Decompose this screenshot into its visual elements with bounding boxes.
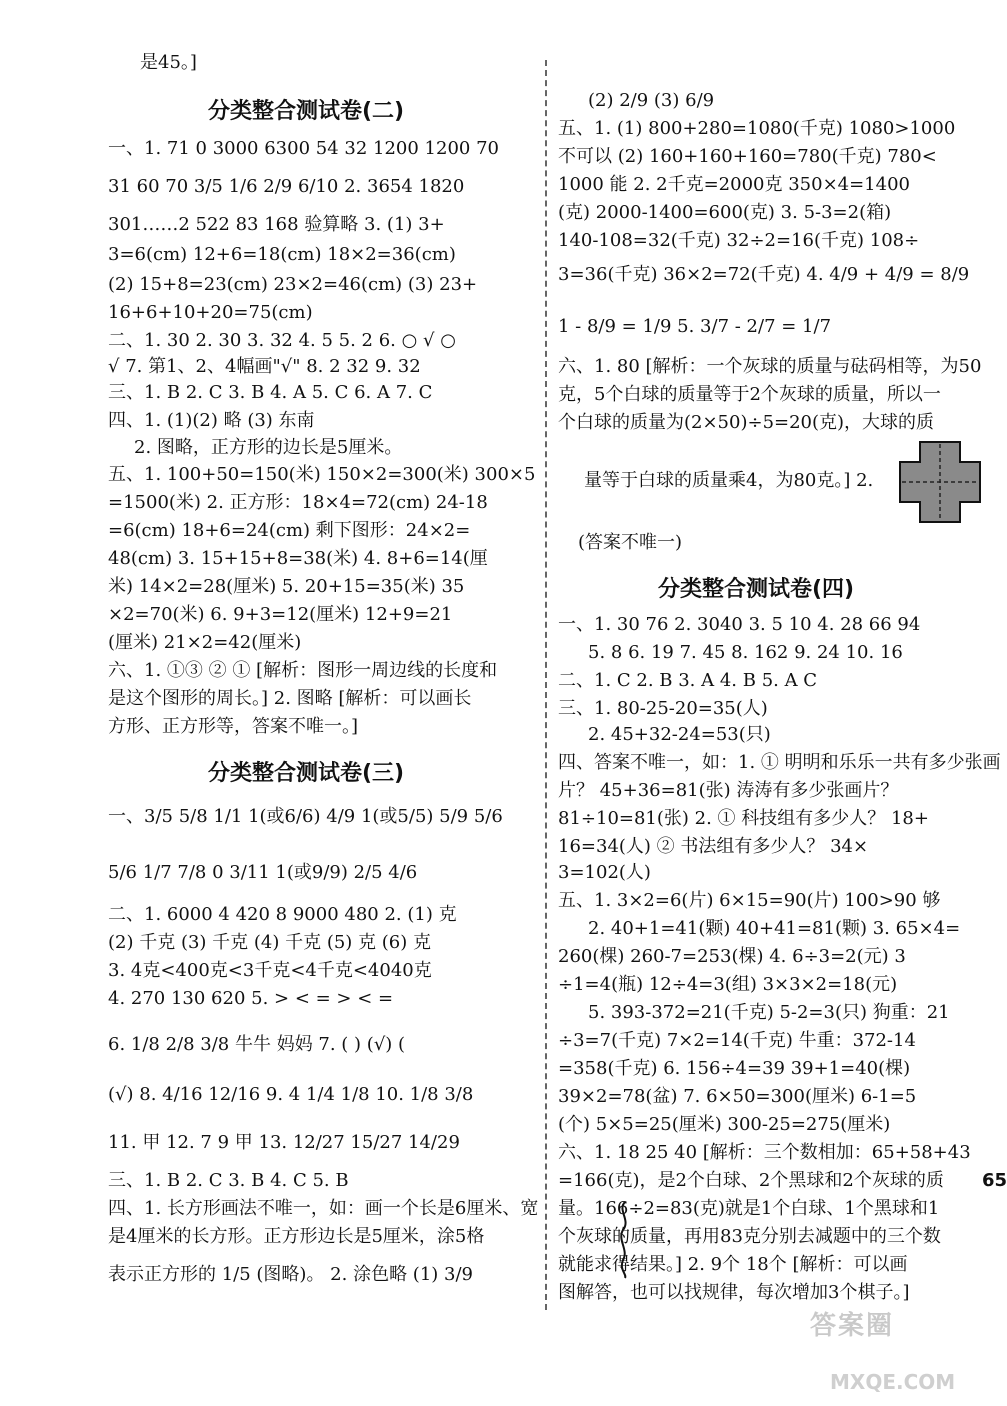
- section-title-4: 分类整合测试卷(四): [658, 577, 855, 602]
- text-line: 是4厘米的长方形。正方形边长是5厘米，涂5格: [108, 1226, 485, 1247]
- text-line: 四、答案不唯一，如：1. ① 明明和乐乐一共有多少张画: [558, 752, 1001, 773]
- text-line: 克，5个白球的质量等于2个灰球的质量，所以一: [558, 384, 941, 405]
- text-line: 方形、正方形等，答案不唯一。]: [108, 716, 359, 737]
- text-line: 个白球的质量为(2×50)÷5=20(克)，大球的质: [558, 412, 935, 433]
- text-line: =1500(米) 2. 正方形：18×4=72(cm) 24-18: [108, 492, 488, 513]
- text-line: 一、1. 71 0 3000 6300 54 32 1200 1200 70: [108, 138, 499, 159]
- text-line: 3=6(cm) 12+6=18(cm) 18×2=36(cm): [108, 244, 456, 265]
- text-line: 5. 8 6. 19 7. 45 8. 162 9. 24 10. 16: [588, 642, 903, 663]
- text-line: 五、1. (1) 800+280=1080(千克) 1080>1000: [558, 118, 956, 139]
- text-line: (√) 8. 4/16 12/16 9. 4 1/4 1/8 10. 1/8 3/8: [108, 1084, 474, 1105]
- text-line: ÷3=7(千克) 7×2=14(千克) 牛重：372-14: [558, 1030, 916, 1051]
- text-line: 片？ 45+36=81(张) 涛涛有多少张画片？: [558, 780, 899, 801]
- text-line: 米) 14×2=28(厘米) 5. 20+15=35(米) 35: [108, 576, 465, 597]
- text-line: √ 7. 第1、2、4幅画"√" 8. 2 32 9. 32: [108, 356, 421, 377]
- watermark-url: MXQE.COM: [830, 1370, 956, 1394]
- text-line: ÷1=4(瓶) 12÷4=3(组) 3×3×2=18(元): [558, 974, 898, 995]
- text-line: 301……2 522 83 168 验算略 3. (1) 3+: [108, 214, 445, 235]
- text-line: =358(千克) 6. 156÷4=39 39+1=40(棵): [558, 1058, 911, 1079]
- text-line: 16+6+10+20=75(cm): [108, 302, 313, 323]
- text-line: (2) 千克 (3) 千克 (4) 千克 (5) 克 (6) 克: [108, 932, 431, 953]
- text-line: 39×2=78(盆) 7. 6×50=300(厘米) 6-1=5: [558, 1086, 917, 1107]
- text-line: 81÷10=81(张) 2. ① 科技组有多少人？ 18+: [558, 808, 929, 829]
- text-line: 五、1. 3×2=6(片) 6×15=90(片) 100>90 够: [558, 890, 941, 911]
- text-line: =6(cm) 18+6=24(cm) 剩下图形：24×2=: [108, 520, 471, 541]
- carryover-line: 是45。]: [140, 52, 197, 73]
- cross-figure: [900, 442, 980, 522]
- text-line: 三、1. B 2. C 3. B 4. A 5. C 6. A 7. C: [108, 382, 433, 403]
- text-line: 3. 4克<400克<3千克<4千克<4040克: [108, 960, 432, 981]
- text-line: 一、3/5 5/8 1/1 1(或6/6) 4/9 1(或5/5) 5/9 5/6: [108, 806, 503, 827]
- text-line: 2. 图略，正方形的边长是5厘米。: [134, 437, 403, 458]
- text-line: ×2=70(米) 6. 9+3=12(厘米) 12+9=21: [108, 604, 453, 625]
- text-line: (克) 2000-1400=600(克) 3. 5-3=2(箱): [558, 202, 892, 223]
- text-line: 6. 1/8 2/8 3/8 牛牛 妈妈 7. ( ) (√) (: [108, 1034, 406, 1055]
- text-line: 2. 40+1=41(颗) 40+41=81(颗) 3. 65×4=: [588, 918, 961, 939]
- text-line: 二、1. 30 2. 30 3. 32 4. 5 5. 2 6. ○ √ ○: [108, 330, 456, 351]
- text-line: 四、1. (1)(2) 略 (3) 东南: [108, 410, 315, 431]
- text-line: 二、1. C 2. B 3. A 4. B 5. A C: [558, 670, 818, 691]
- pen-mark: [615, 1200, 635, 1280]
- watermark-logo: 答案圈: [810, 1311, 895, 1341]
- text-line: 11. 甲 12. 7 9 甲 13. 12/27 15/27 14/29: [108, 1132, 460, 1153]
- text-line: 48(cm) 3. 15+15+8=38(米) 4. 8+6=14(厘: [108, 548, 488, 569]
- text-line: 2. 45+32-24=53(只): [588, 724, 771, 745]
- text-line: 五、1. 100+50=150(米) 150×2=300(米) 300×5: [108, 464, 536, 485]
- text-line: 31 60 70 3/5 1/6 2/9 6/10 2. 3654 1820: [108, 176, 465, 197]
- text-line: =166(克)，是2个白球、2个黑球和2个灰球的质: [558, 1170, 944, 1191]
- text-line: 图解答，也可以找规律，每次增加3个棋子。]: [558, 1282, 910, 1303]
- text-line: 3=102(人): [558, 862, 651, 883]
- text-line: (个) 5×5=25(厘米) 300-25=275(厘米): [558, 1114, 891, 1135]
- text-line: 六、1. ①③ ② ① [解析：图形一周边线的长度和: [108, 660, 498, 681]
- page-number: 65: [982, 1170, 1007, 1191]
- text-line: 量等于白球的质量乘4，为80克。] 2.: [584, 470, 874, 491]
- text-line: 不可以 (2) 160+160+160=780(千克) 780<: [558, 146, 937, 167]
- text-line: 5. 393-372=21(千克) 5-2=3(只) 狗重：21: [588, 1002, 950, 1023]
- text-line: 5/6 1/7 7/8 0 3/11 1(或9/9) 2/5 4/6: [108, 862, 418, 883]
- text-line: 4. 270 130 620 5. > < = > < =: [108, 988, 394, 1009]
- section-title-2: 分类整合测试卷(二): [208, 99, 405, 124]
- text-line: 量。166÷2=83(克)就是1个白球、1个黑球和1: [558, 1198, 940, 1219]
- text-line: (2) 15+8=23(cm) 23×2=46(cm) (3) 23+: [108, 274, 478, 295]
- text-line: 就能求得结果。] 2. 9个 18个 [解析：可以画: [558, 1254, 908, 1275]
- text-line: 三、1. B 2. C 3. B 4. C 5. B: [108, 1170, 349, 1191]
- text-line: 16=34(人) ② 书法组有多少人？ 34×: [558, 836, 869, 857]
- text-line: (厘米) 21×2=42(厘米): [108, 632, 302, 653]
- text-line: 一、1. 30 76 2. 3040 3. 5 10 4. 28 66 94: [558, 614, 921, 635]
- text-line: (2) 2/9 (3) 6/9: [588, 90, 715, 111]
- text-line: 是这个图形的周长。] 2. 图略 [解析：可以画长: [108, 688, 472, 709]
- text-line: 六、1. 80 [解析：一个灰球的质量与砝码相等，为50: [558, 356, 982, 377]
- text-line: 3=36(千克) 36×2=72(千克) 4. 4/9 + 4/9 = 8/9: [558, 264, 970, 285]
- text-line: 二、1. 6000 4 420 8 9000 480 2. (1) 克: [108, 904, 457, 925]
- text-line: 个灰球的质量，再用83克分别去减题中的三个数: [558, 1226, 941, 1247]
- text-line: 260(棵) 260-7=253(棵) 4. 6÷3=2(元) 3: [558, 946, 906, 967]
- text-line: 1 - 8/9 = 1/9 5. 3/7 - 2/7 = 1/7: [558, 316, 832, 337]
- text-line: 三、1. 80-25-20=35(人): [558, 698, 768, 719]
- section-title-3: 分类整合测试卷(三): [208, 761, 405, 786]
- text-line: 六、1. 18 25 40 [解析：三个数相加：65+58+43: [558, 1142, 971, 1163]
- column-divider: [545, 60, 547, 1310]
- text-line: 1000 能 2. 2千克=2000克 350×4=1400: [558, 174, 910, 195]
- text-line: 四、1. 长方形画法不唯一，如：画一个长是6厘米、宽: [108, 1198, 539, 1219]
- text-line: 表示正方形的 1/5 (图略)。 2. 涂色略 (1) 3/9: [108, 1264, 473, 1285]
- text-line: (答案不唯一): [578, 532, 683, 553]
- text-line: 140-108=32(千克) 32÷2=16(千克) 108÷: [558, 230, 920, 251]
